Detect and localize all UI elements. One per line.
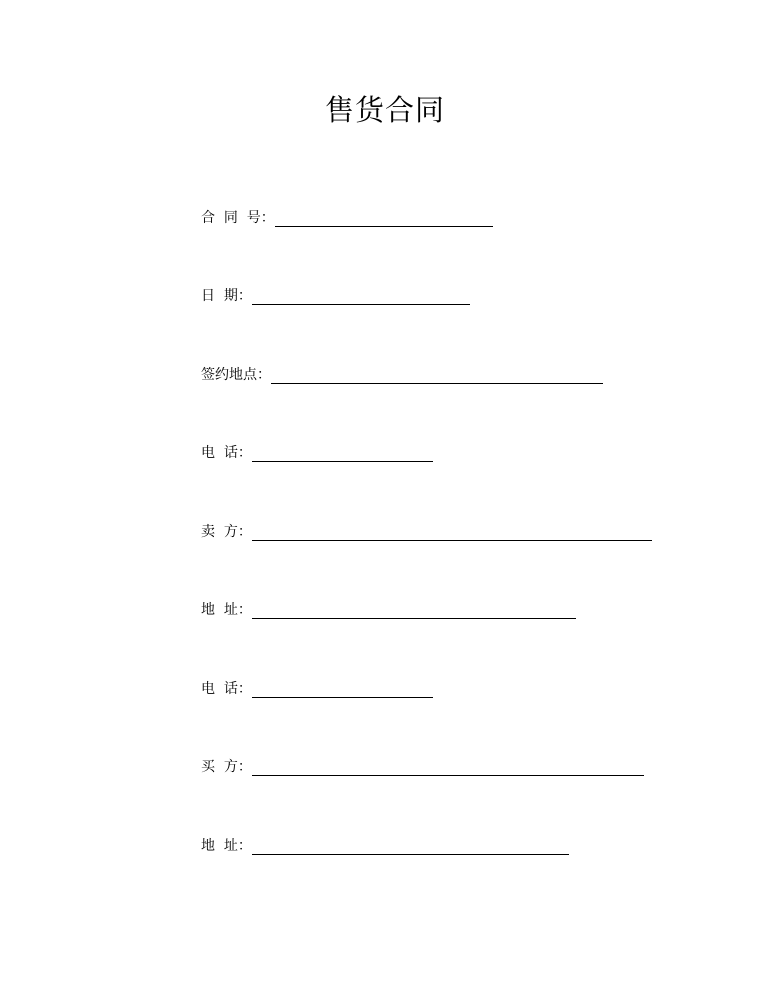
field-phone-2 [201,677,433,701]
document-title: 售货合同 [324,93,445,127]
field-phone-1 [201,441,433,465]
field-label: 卖 方： [201,524,252,540]
field-label: 日 期： [201,288,252,304]
field-buyer-address [201,834,569,858]
field-seller [201,520,652,544]
field-buyer [201,755,644,779]
field-seller-address [201,598,576,622]
field-label: 地 址： [201,838,252,854]
blank-line [275,225,493,227]
blank-line [271,382,603,384]
field-label: 合 同 号： [201,210,275,226]
field-contract-number [201,206,493,230]
blank-line [252,774,644,776]
field-label: 买 方： [201,759,252,775]
blank-line [252,303,470,305]
field-label: 电 话： [201,681,252,697]
blank-line [252,617,576,619]
blank-line [252,696,433,698]
field-label: 地 址： [201,602,252,618]
blank-line [252,539,652,541]
blank-line [252,460,433,462]
blank-line [252,853,569,855]
field-label: 电 话： [201,445,252,461]
field-label: 签约地点： [201,367,271,383]
field-date [201,284,470,308]
field-signing-place [201,363,603,387]
